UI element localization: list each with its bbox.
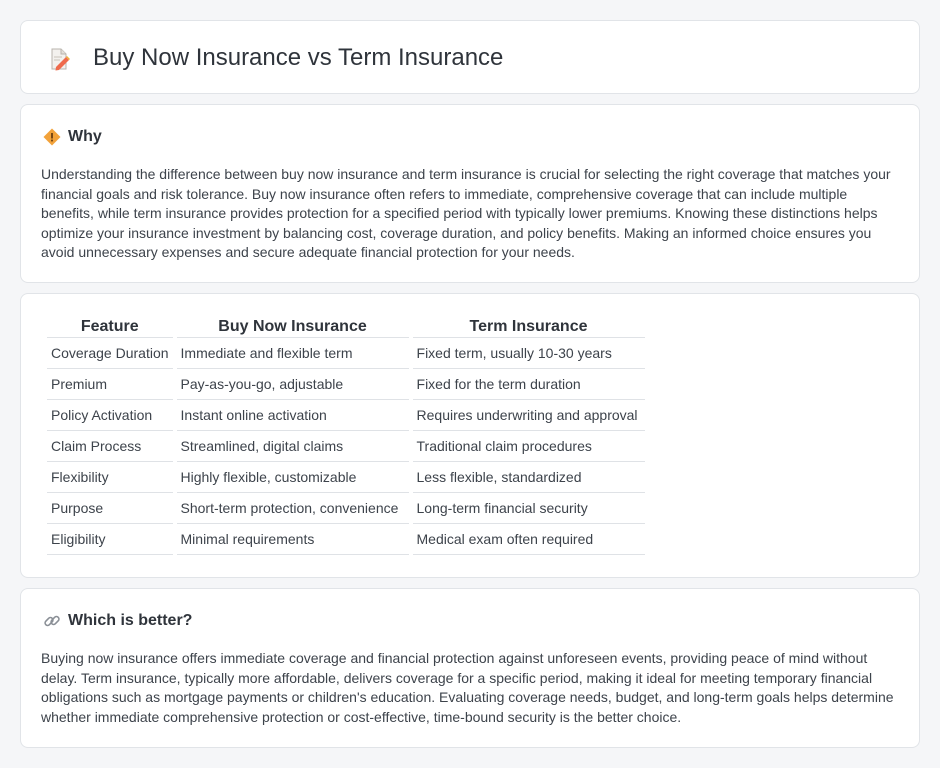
table-cell: Eligibility <box>47 524 173 555</box>
table-cell: Minimal requirements <box>177 524 409 555</box>
which-is-better-section <box>20 588 920 748</box>
table-cell: Policy Activation <box>47 400 173 431</box>
comparison-section <box>20 293 920 578</box>
table-cell: Coverage Duration <box>47 338 173 369</box>
header-feature: Feature <box>47 316 173 338</box>
why-heading <box>43 127 102 147</box>
table-cell: Pay-as-you-go, adjustable <box>177 369 409 400</box>
table-cell: Claim Process <box>47 431 173 462</box>
table-row <box>47 493 645 524</box>
why-text: Understanding the difference between buy now insurance and term insurance is crucial for selecting the right coverage that matches your financial goals and risk tolerance. Buy now insurance often refers to immediate, comprehensive coverage that can include multiple benefits, while term insurance provides protection for a specified period with typically lower premiums. Knowing these distinctions helps optimize your insurance investment by balancing cost, coverage duration, and policy benefits. Making an informed choice ensures you avoid unnecessary expenses and secure adequate financial protection for your needs. <box>41 166 891 261</box>
table-cell: Long-term financial security <box>413 493 645 524</box>
table-row <box>47 400 645 431</box>
table-cell: Short-term protection, convenience <box>177 493 409 524</box>
diamond-warning-icon <box>43 128 61 146</box>
page-title: Buy Now Insurance vs Term Insurance <box>93 44 504 71</box>
header-card <box>20 20 920 94</box>
table-row <box>47 462 645 493</box>
better-heading <box>43 611 192 631</box>
table-cell: Traditional claim procedures <box>413 431 645 462</box>
table-row <box>47 369 645 400</box>
table-row <box>47 338 645 369</box>
table-cell: Immediate and flexible term <box>177 338 409 369</box>
document-pencil-icon <box>47 47 71 71</box>
table-cell: Medical exam often required <box>413 524 645 555</box>
table-header-row <box>47 316 645 338</box>
table-row <box>47 431 645 462</box>
table-cell: Fixed term, usually 10-30 years <box>413 338 645 369</box>
table-cell: Fixed for the term duration <box>413 369 645 400</box>
why-title: Why <box>68 128 102 145</box>
comparison-table <box>43 316 649 555</box>
table-cell: Premium <box>47 369 173 400</box>
header-term: Term Insurance <box>413 316 645 338</box>
table-cell: Purpose <box>47 493 173 524</box>
table-cell: Requires underwriting and approval <box>413 400 645 431</box>
table-cell: Flexibility <box>47 462 173 493</box>
better-text: Buying now insurance offers immediate coverage and financial protection against unforeseen events, providing peace of mind without delay. Term insurance, typically more affordable, delivers coverage for a specific period, making it ideal for meeting temporary financial obligations such as mortgage payments or children's education. Evaluating coverage needs, budget, and long-term goals helps determine whether immediate comprehensive protection or cost-effective, time-bound security is the better choice. <box>41 650 894 725</box>
better-title: Which is better? <box>68 612 193 629</box>
table-cell: Streamlined, digital claims <box>177 431 409 462</box>
header-buy-now: Buy Now Insurance <box>177 316 409 338</box>
table-cell: Instant online activation <box>177 400 409 431</box>
table-cell: Less flexible, standardized <box>413 462 645 493</box>
table-row <box>47 524 645 555</box>
link-icon <box>43 612 61 630</box>
table-cell: Highly flexible, customizable <box>177 462 409 493</box>
why-section <box>20 104 920 283</box>
